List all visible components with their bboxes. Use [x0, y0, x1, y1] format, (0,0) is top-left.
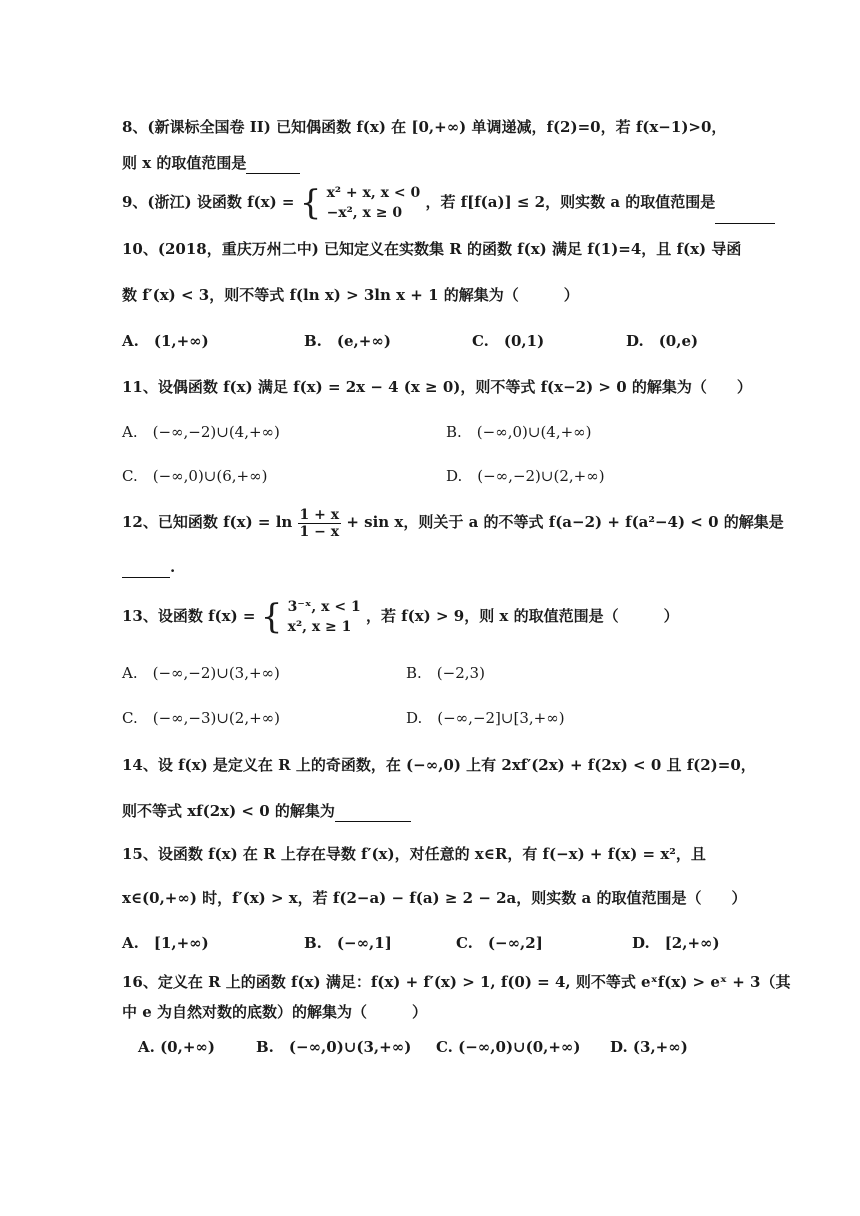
q11-option-a: A. (−∞,−2)∪(4,+∞) — [122, 423, 280, 441]
q10-option-b: B. (e,+∞) — [304, 332, 391, 350]
q16-line2: 中 e 为自然对数的底数）的解集为（ ） — [122, 1003, 427, 1021]
q16-line1: 16、定义在 R 上的函数 f(x) 满足：f(x) + f′(x) > 1, f(0) = 4, 则不等式 eˣf(x) > eˣ + 3（其 — [122, 973, 791, 991]
q9-cases — [327, 183, 421, 223]
q13-suffix: ，若 f(x) > 9，则 x 的取值范围是（ ） — [365, 607, 679, 625]
q13-case1: 3⁻ˣ, x < 1 — [287, 599, 361, 615]
q12-line2 — [122, 556, 742, 578]
q11-option-d: D. (−∞,−2)∪(2,+∞) — [446, 467, 605, 485]
q14-line2 — [122, 800, 742, 822]
q8-line2-text: 则 x 的取值范围是 — [122, 154, 247, 172]
q8-line2 — [122, 152, 742, 174]
q14-line1: 14、设 f(x) 是定义在 R 上的奇函数，在 (−∞,0) 上有 2xf′(2x) + f(2x) < 0 且 f(2)=0， — [122, 756, 756, 774]
q8-answer-blank — [246, 159, 300, 174]
q12-fraction — [298, 507, 342, 540]
q13-option-d: D. (−∞,−2]∪[3,+∞) — [406, 709, 565, 727]
q16-option-b: B. (−∞,0)∪(3,+∞) — [256, 1038, 412, 1056]
q12-line1 — [122, 502, 784, 542]
q11-option-c: C. (−∞,0)∪(6,+∞) — [122, 467, 268, 485]
q10-option-d: D. (0,e) — [626, 332, 699, 350]
q13-line — [122, 592, 742, 640]
q13-option-a: A. (−∞,−2)∪(3,+∞) — [122, 664, 280, 682]
q14-answer-blank — [335, 807, 411, 822]
q15-option-b: B. (−∞,1] — [304, 934, 392, 952]
q9-brace: { — [299, 183, 322, 223]
q9-suffix: ，若 f[f(a)] ≤ 2，则实数 a 的取值范围是 — [425, 193, 716, 211]
q16-option-d: D. (3,+∞) — [610, 1038, 688, 1056]
q8-line1: 8、(新课标全国卷 II) 已知偶函数 f(x) 在 [0,+∞) 单调递减，f(2)=0，若 f(x−1)>0， — [122, 118, 727, 136]
q15-line1: 15、设函数 f(x) 在 R 上存在导数 f′(x)，对任意的 x∈R，有 f(−x) + f(x) = x²，且 — [122, 845, 706, 863]
q13-prefix: 13、设函数 f(x) = — [122, 607, 256, 625]
q13-option-c: C. (−∞,−3)∪(2,+∞) — [122, 709, 281, 727]
q12-frac-numerator: 1 + x — [299, 506, 340, 523]
q12-frac-denominator: 1 − x — [299, 523, 340, 540]
q12-end: . — [170, 558, 176, 576]
q15-option-c: C. (−∞,2] — [456, 934, 543, 952]
q15-line2: x∈(0,+∞) 时，f′(x) > x，若 f(2−a) − f(a) ≥ 2 − 2a，则实数 a 的取值范围是（ ） — [122, 889, 747, 907]
q15-option-d: D. [2,+∞) — [632, 934, 720, 952]
q9-prefix: 9、(浙江) 设函数 f(x) = — [122, 193, 295, 211]
q10-option-a: A. (1,+∞) — [122, 332, 209, 350]
q9-line — [122, 180, 742, 224]
q12-suffix: + sin x，则关于 a 的不等式 f(a−2) + f(a²−4) < 0 的解集是 — [346, 513, 784, 531]
q16-option-a: A. (0,+∞) — [138, 1038, 215, 1056]
q15-option-a: A. [1,+∞) — [122, 934, 209, 952]
q10-option-c: C. (0,1) — [472, 332, 545, 350]
q12-prefix: 12、已知函数 f(x) = ln — [122, 513, 293, 531]
q9-answer-blank — [715, 209, 775, 224]
q9-case1: x² + x, x < 0 — [326, 185, 421, 201]
q11-line1: 11、设偶函数 f(x) 满足 f(x) = 2x − 4 (x ≥ 0)，则不等式 f(x−2) > 0 的解集为（ ） — [122, 378, 752, 396]
q10-line2: 数 f′(x) < 3，则不等式 f(ln x) > 3ln x + 1 的解集为（ ） — [122, 286, 579, 304]
q11-option-b: B. (−∞,0)∪(4,+∞) — [446, 423, 592, 441]
q13-brace: { — [260, 597, 283, 637]
q13-option-b: B. (−2,3) — [406, 664, 485, 682]
q16-option-c: C. (−∞,0)∪(0,+∞) — [436, 1038, 581, 1056]
q10-line1: 10、(2018，重庆万州二中) 已知定义在实数集 R 的函数 f(x) 满足 f(1)=4，且 f(x) 导函 — [122, 240, 742, 258]
q14-line2-text: 则不等式 xf(2x) < 0 的解集为 — [122, 802, 335, 820]
q13-case2: x², x ≥ 1 — [287, 619, 352, 635]
q9-case2: −x², x ≥ 0 — [326, 205, 403, 221]
q13-cases — [288, 597, 361, 637]
q12-answer-blank — [122, 563, 170, 578]
